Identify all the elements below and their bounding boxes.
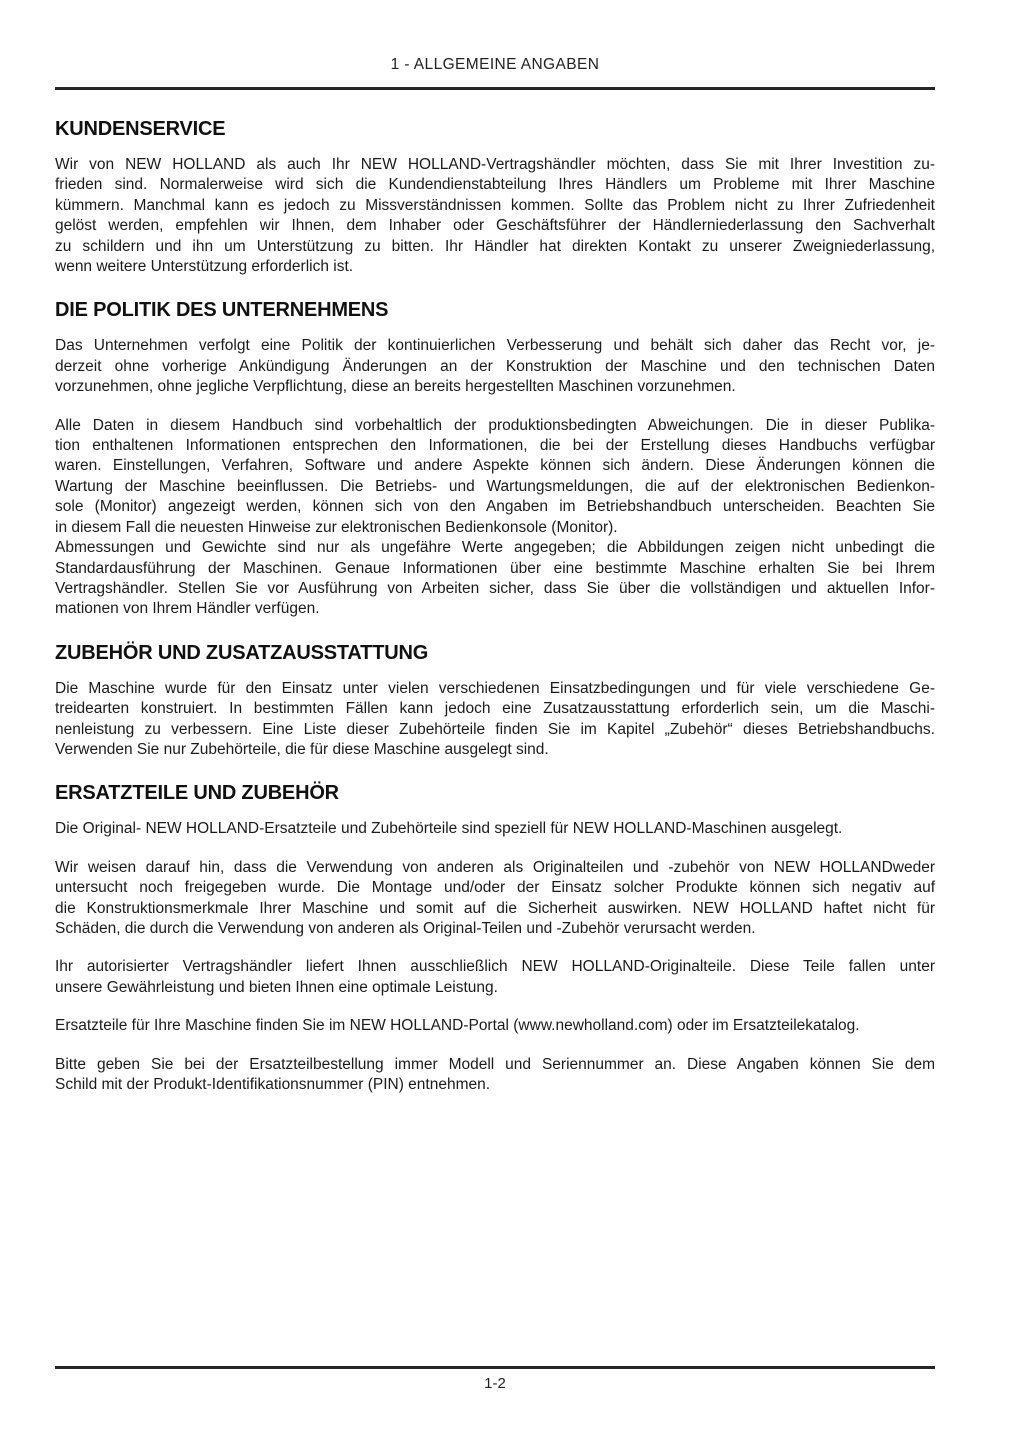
- text-line: Die Original- NEW HOLLAND-Ersatzteile und Zubehörteile sind speziell für NEW HOLLAND-Maschinen ausgelegt.: [55, 820, 843, 838]
- text-line: Standardausführung der Maschinen. Genaue Informationen über eine bestimmte Maschine erhalten Sie bei Ihrem: [55, 559, 935, 577]
- text-line: Verwenden Sie nur Zubehörteile, die für diese Maschine ausgelegt sind.: [55, 740, 549, 758]
- header-rule: [55, 87, 935, 90]
- paragraph: [55, 1016, 935, 1036]
- text-line: frieden sind. Normalerweise wird sich die Kundendienstabteilung Ihres Händlers um Probleme mit Ihrer Maschine: [55, 176, 935, 194]
- text-line: Vertragshändler. Stellen Sie vor Ausführung von Arbeiten sicher, dass Sie über die vollständigen und aktuellen Infor-: [55, 579, 935, 597]
- section: [55, 642, 935, 761]
- page-content: [55, 0, 935, 1095]
- text-line: Wir weisen darauf hin, dass die Verwendung von anderen als Originalteilen und -zubehör von NEW HOLLANDweder: [55, 858, 935, 876]
- footer-rule: [55, 1366, 935, 1369]
- text-line: die Konstruktionsmerkmale Ihrer Maschine und somit auf die Sicherheit auswirken. NEW HOLLAND haftet nicht für: [55, 899, 935, 917]
- section: [55, 118, 935, 277]
- paragraph: [55, 679, 935, 761]
- text-line: treidearten konstruiert. In bestimmten Fällen kann jedoch eine Zusatzausstattung erforderlich sein, um die Maschi-: [55, 700, 935, 718]
- page-number: 1-2: [484, 1375, 506, 1392]
- text-line: Wartung der Maschine beeinflussen. Die Betriebs- und Wartungsmeldungen, die auf der elektronischen Bedienkon-: [55, 477, 935, 495]
- text-line: waren. Einstellungen, Verfahren, Software und andere Aspekte können sich ändern. Diese Änderungen können die: [55, 457, 935, 475]
- chapter-title: 1 - ALLGEMEINE ANGABEN: [390, 56, 600, 73]
- text-line: nenleistung zu verbessern. Eine Liste dieser Zubehörteile finden Sie im Kapitel „Zubehör“ dieses Betriebshandbuchs.: [55, 720, 935, 738]
- text-line: Alle Daten in diesem Handbuch sind vorbehaltlich der produktionsbedingten Abweichungen. Die in dieser Publika-: [55, 416, 935, 434]
- text-line: gelöst werden, empfehlen wir Ihnen, dem Inhaber oder Geschäftsführer der Händlerniederlassung den Sachverhalt: [55, 217, 935, 235]
- paragraph: [55, 858, 935, 940]
- text-line: tion enthaltenen Informationen entsprechen den Informationen, die bei der Erstellung dieses Handbuchs verfügbar: [55, 437, 935, 455]
- text-line: in diesem Fall die neuesten Hinweise zur elektronischen Bedienkonsole (Monitor).: [55, 518, 618, 536]
- section: [55, 299, 935, 619]
- paragraph: [55, 155, 935, 277]
- page-footer: [55, 1366, 935, 1392]
- text-line: Bitte geben Sie bei der Ersatzteilbestellung immer Modell und Seriennummer an. Diese Angaben können Sie dem: [55, 1055, 935, 1073]
- text-line: Wir von NEW HOLLAND als auch Ihr NEW HOLLAND-Vertragshändler möchten, dass Sie mit Ihrer Investition zu-: [55, 156, 935, 173]
- paragraph: [55, 957, 935, 998]
- text-line: Schild mit der Produkt-Identifikationsnummer (PIN) entnehmen.: [55, 1076, 491, 1093]
- paragraph: [55, 336, 935, 397]
- text-line: wenn weitere Unterstützung erforderlich ist.: [55, 258, 354, 276]
- section: [55, 782, 935, 1095]
- text-line: Die Maschine wurde für den Einsatz unter vielen verschiedenen Einsatzbedingungen und für viele verschiedene Ge-: [55, 679, 935, 697]
- text-line: mationen von Ihrem Händler verfügen.: [55, 600, 320, 618]
- text-line: vorzunehmen, ohne jegliche Verpflichtung, diese an bereits hergestellten Maschinen vorzunehmen.: [55, 378, 736, 396]
- text-line: derzeit ohne vorherige Ankündigung Änderungen an der Konstruktion der Maschine und den technischen Daten: [55, 357, 935, 375]
- section-heading: KUNDENSERVICE: [55, 118, 226, 140]
- text-line: Ihr autorisierter Vertragshändler liefert Ihnen ausschließlich NEW HOLLAND-Originalteile. Diese Teile fallen unter: [55, 958, 935, 976]
- text-line: untersucht noch freigegeben wurde. Die Montage und/oder der Einsatz solcher Produkte können sich negativ auf: [55, 879, 935, 897]
- paragraph: [55, 1055, 935, 1096]
- page-header: [55, 0, 935, 90]
- section-heading: ZUBEHÖR UND ZUSATZAUSSTATTUNG: [55, 641, 429, 664]
- text-line: unsere Gewährleistung und bieten Ihnen eine optimale Leistung.: [55, 978, 498, 996]
- text-line: kümmern. Manchmal kann es jedoch zu Missverständnissen kommen. Sollte das Problem nicht zu Ihrer Zufriedenheit: [55, 196, 935, 214]
- text-line: zu schildern und ihn um Unterstützung zu bitten. Ihr Händler hat direkten Kontakt zu unserer Zweigniederlassung,: [55, 237, 935, 255]
- section-heading: ERSATZTEILE UND ZUBEHÖR: [55, 782, 339, 805]
- text-line: Schäden, die durch die Verwendung von anderen als Original-Teilen und -Zubehör verursacht werden.: [55, 919, 756, 937]
- sections: [55, 118, 935, 1095]
- text-line: Ersatzteile für Ihre Maschine finden Sie im NEW HOLLAND-Portal (www.newholland.com) oder im Ersatzteilekatalog.: [55, 1017, 860, 1035]
- section-heading: DIE POLITIK DES UNTERNEHMENS: [55, 299, 389, 322]
- paragraph: [55, 819, 935, 839]
- paragraph: [55, 538, 935, 620]
- text-line: Abmessungen und Gewichte sind nur als ungefähre Werte angegeben; die Abbildungen zeigen nicht unbedingt die: [55, 539, 935, 557]
- paragraph: [55, 416, 935, 538]
- text-line: Das Unternehmen verfolgt eine Politik der kontinuierlichen Verbesserung und behält sich daher das Recht vor, je-: [55, 337, 935, 355]
- text-line: sole (Monitor) angezeigt werden, können sich von den Angaben im Betriebshandbuch unterscheiden. Beachten Sie: [55, 498, 935, 516]
